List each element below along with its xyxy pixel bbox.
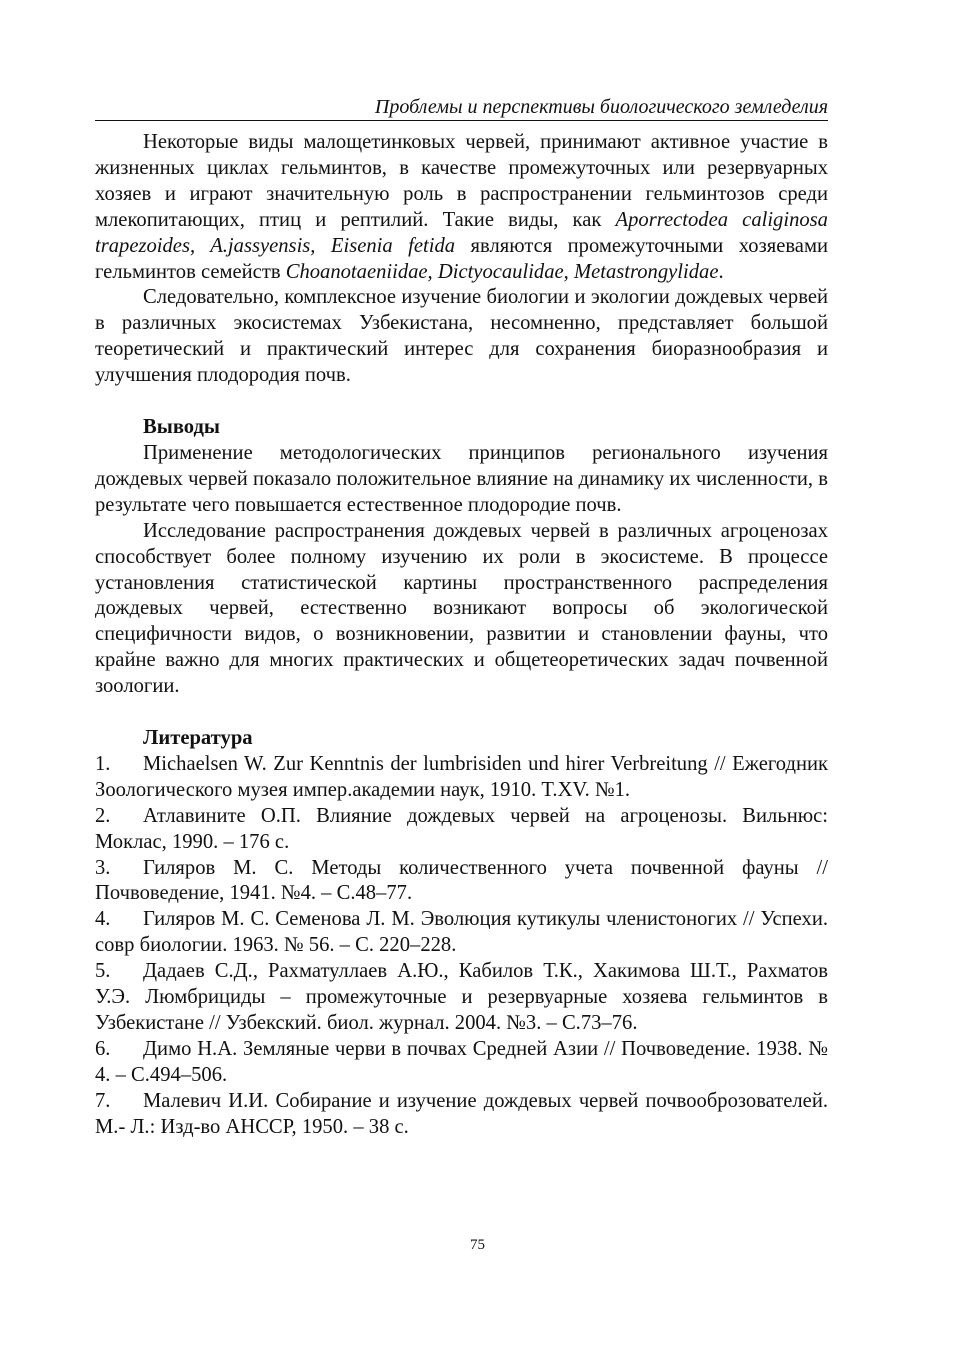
conclusions-paragraph-2: Исследование распространения дождевых червей в различных агроценозах способствует более полному изучению их роли в экосистеме. В процессе установления статистической картины пространственного распределения дождевых червей, естественно возникают вопросы об экологической специфичности видов, о возникновении, развитии и становлении фауны, что крайне важно для многих практических и общетеоретических задач почвенной зоологии. <box>95 519 828 698</box>
running-header: Проблемы и перспективы биологического земледелия <box>374 96 828 118</box>
reference-text: Гиляров М. С. Методы количественного учета почвенной фауны // Почвоведение, 1941. №4. – С.48–77. <box>95 856 828 905</box>
reference-number: 7. <box>95 1089 111 1112</box>
page-number: 75 <box>470 1237 485 1253</box>
reference-text: Малевич И.И. Собирание и изучение дождевых червей почвооброзователей. М.- Л.: Изд-во АНССР, 1950. – 38 с. <box>95 1089 828 1138</box>
references-heading: Литература <box>143 727 253 750</box>
intro-paragraph-1 <box>95 130 828 285</box>
conclusions-heading: Выводы <box>143 416 220 439</box>
family-names: Choanotaeniidae, Dictyocaulidae, Metastrongylidae <box>285 260 719 283</box>
reference-text: Атлавините О.П. Влияние дождевых червей на агроценозы. Вильнюс: Моклас, 1990. – 176 с. <box>95 804 828 853</box>
reference-number: 5. <box>95 960 111 983</box>
intro-text-a: Некоторые виды малощетинковых червей, принимают активное участие в жизненных циклах гельминтов, в качестве промежуточных или резервуарных хозяев и играют значительную роль в распространении гельминтозов среди млекопитающих, птиц и рептилий. Такие виды, как <box>95 131 828 231</box>
reference-item-3 <box>95 856 828 908</box>
reference-item-5 <box>95 959 828 1037</box>
reference-item-2 <box>95 804 828 856</box>
intro-text-c: . <box>718 260 724 283</box>
reference-number: 6. <box>95 1037 111 1060</box>
intro-text-b: являются промежуточными хозяевами гельминтов семейств <box>95 234 828 283</box>
reference-text: Димо Н.А. Земляные черви в почвах Средней Азии // Почвоведение. 1938. № 4. – С.494–506. <box>95 1037 828 1086</box>
body-text <box>95 130 828 1141</box>
reference-number: 3. <box>95 856 111 879</box>
reference-text: Дадаев С.Д., Рахматуллаев А.Ю., Кабилов Т.К., Хакимова Ш.Т., Рахматов У.Э. Люмбрициды – промежуточные и резервуарные хозяева гельминтов в Узбекистане // Узбекский. биол. журнал. 2004. №3. – С.73–76. <box>95 960 828 1034</box>
reference-item-6 <box>95 1037 828 1089</box>
header-rule <box>95 120 828 121</box>
reference-item-4 <box>95 907 828 959</box>
species-names: Aporrectodea caliginosa trapezoides, A.jassyensis, Eisenia fetida <box>95 208 828 257</box>
reference-text: Гиляров М. С. Семенова Л. М. Эволюция кутикулы членистоногих // Успехи. совр биологии. 1963. № 56. – С. 220–228. <box>95 908 828 957</box>
reference-text: Michaelsen W. Zur Kenntnis der lumbrisiden und hirer Verbreitung // Ежегодник Зоологического музея импер.академии наук, 1910. T.XV. №1. <box>95 752 828 801</box>
reference-item-7 <box>95 1089 828 1141</box>
reference-number: 4. <box>95 908 111 931</box>
reference-item-1 <box>95 752 828 804</box>
reference-number: 1. <box>95 752 111 775</box>
intro-paragraph-2: Следовательно, комплексное изучение биологии и экологии дождевых червей в различных экосистемах Узбекистана, несомненно, представляет большой теоретический и практический интерес для сохранения биоразнообразия и улучшения плодородия почв. <box>95 286 828 387</box>
conclusions-paragraph-1: Применение методологических принципов регионального изучения дождевых червей показало положительное влияние на динамику их численности, в результате чего повышается естественное плодородие почв. <box>95 441 828 516</box>
reference-number: 2. <box>95 804 111 827</box>
